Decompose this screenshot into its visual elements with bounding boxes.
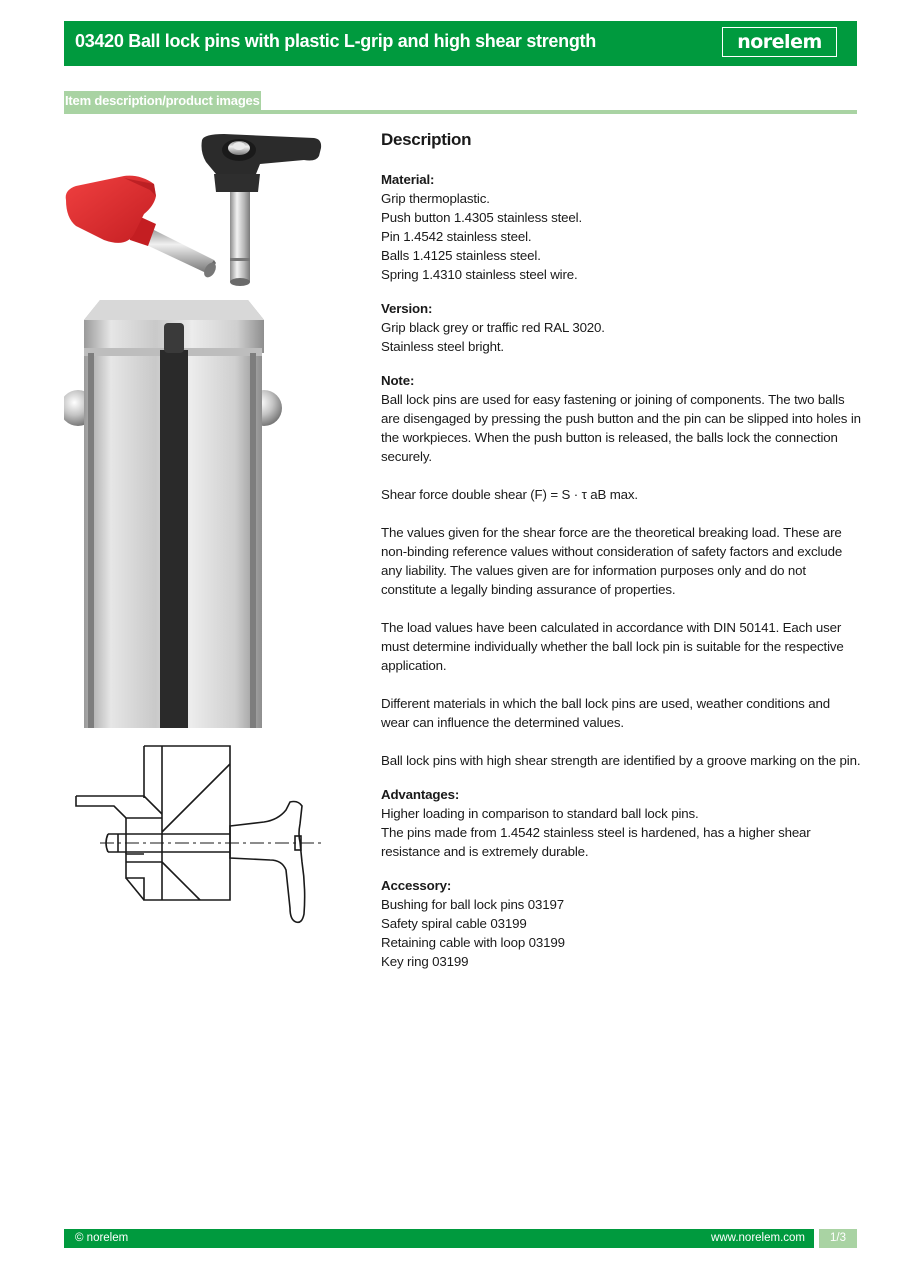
version-line: Grip black grey or traffic red RAL 3020. [381, 320, 605, 335]
accessory-line: Safety spiral cable 03199 [381, 916, 527, 931]
material-line: Balls 1.4125 stainless steel. [381, 248, 541, 263]
note-paragraph: The load values have been calculated in accordance with DIN 50141. Each user must determine individually whether the ball lock pin is suitable for the respective application. [381, 620, 844, 673]
description-heading: Description [381, 130, 472, 149]
accessory-line: Bushing for ball lock pins 03197 [381, 897, 564, 912]
footer-url-link[interactable]: www.norelem.com [711, 1232, 805, 1244]
material-line: Push button 1.4305 stainless steel. [381, 210, 582, 225]
advantages-section [381, 785, 861, 861]
material-section [381, 170, 861, 284]
accessory-line: Retaining cable with loop 03199 [381, 935, 565, 950]
note-paragraph: Ball lock pins are used for easy fastening or joining of components. The two balls are disengaged by pressing the push button and the pin can be slipped into holes in the workpieces. When the push button is released, the balls lock the connection securely. [381, 392, 861, 464]
material-title: Material: [381, 172, 435, 187]
technical-drawing [64, 738, 328, 938]
advantages-title: Advantages: [381, 787, 460, 802]
accessory-line: Key ring 03199 [381, 954, 469, 969]
ball-lock-pins-illustration [64, 130, 332, 292]
description-content [381, 128, 861, 986]
material-line: Grip thermoplastic. [381, 191, 490, 206]
page-number: 1/3 [819, 1229, 857, 1248]
note-title: Note: [381, 373, 415, 388]
pin-closeup-illustration [64, 298, 282, 728]
version-section [381, 299, 861, 356]
note-paragraph: The values given for the shear force are the theoretical breaking load. These are non-binding reference values without consideration of safety factors and exclude any liability. The values given are for information purposes only and do not constitute a legally binding assurance of properties. [381, 525, 843, 597]
brand-logo-text: norelem [737, 31, 822, 53]
advantages-line: Higher loading in comparison to standard ball lock pins. [381, 806, 699, 821]
red-grip-pin [66, 176, 219, 280]
material-line: Spring 1.4310 stainless steel wire. [381, 267, 578, 282]
note-paragraph: Different materials in which the ball lock pins are used, weather conditions and wear can influence the determined values. [381, 696, 830, 730]
section-rule [64, 110, 857, 114]
black-grip-pin [202, 134, 322, 286]
product-image-closeup [64, 298, 282, 728]
note-paragraph: Shear force double shear (F) = S · τ aB max. [381, 487, 638, 502]
page-title: 03420 Ball lock pins with plastic L-grip and high shear strength [75, 31, 596, 51]
section-label: Item description/product images [65, 93, 260, 108]
header-bar [64, 21, 857, 66]
mounting-drawing [64, 738, 328, 938]
accessory-section [381, 876, 861, 971]
footer-bar [64, 1229, 814, 1248]
advantages-line: The pins made from 1.4542 stainless steel is hardened, has a higher shear resistance and is extremely durable. [381, 825, 811, 859]
version-line: Stainless steel bright. [381, 339, 504, 354]
material-line: Pin 1.4542 stainless steel. [381, 229, 532, 244]
footer-copyright: © norelem [75, 1232, 129, 1244]
groove-marking [160, 350, 188, 728]
accessory-title: Accessory: [381, 878, 452, 893]
section-strip [64, 91, 857, 114]
note-section [381, 371, 861, 770]
note-paragraph: Ball lock pins with high shear strength are identified by a groove marking on the pin. [381, 753, 861, 768]
version-title: Version: [381, 301, 433, 316]
brand-logo [722, 27, 837, 57]
product-image-pins [64, 130, 332, 292]
